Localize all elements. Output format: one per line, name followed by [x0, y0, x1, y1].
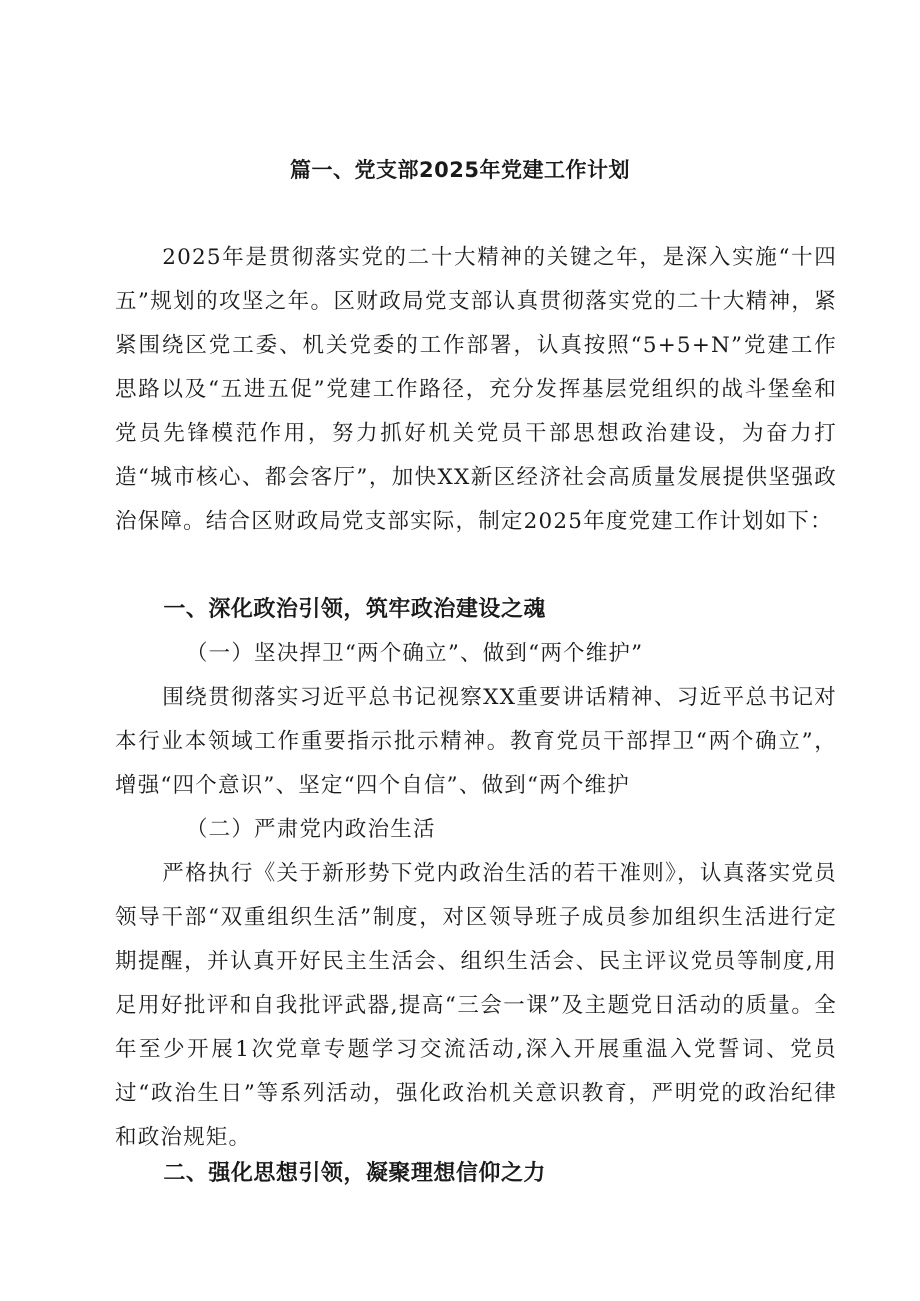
- intro-paragraph: 2025年是贯彻落实党的二十大精神的关键之年，是深入实施“十四五”规划的攻坚之年。区财政局党支部认真贯彻落实党的二十大精神，紧紧围绕区党工委、机关党委的工作部署，认真按照“5+5+N”党建工作思路以及“五进五促”党建工作路径，充分发挥基层党组织的战斗堡垒和党员先锋模范作用，努力抓好机关党员干部思想政治建设，为奋力打造“城市核心、都会客厅”，加快XX新区经济社会高质量发展提供坚强政治保障。结合区财政局党支部实际，制定2025年度党建工作计划如下：: [115, 245, 837, 534]
- subsection-1-paragraph: 围绕贯彻落实习近平总书记视察XX重要讲话精神、习近平总书记对本行业本领域工作重要指示批示精神。教育党员干部捍卫“两个确立”，增强“四个意识”、坚定“四个自信”、做到“两个维护: [115, 685, 837, 798]
- subsection-1-heading: （一）坚决捍卫“两个确立”、做到“两个维护”: [185, 641, 644, 666]
- subsection-1-block: [115, 632, 837, 676]
- section-2-heading: 二、强化思想引领，凝聚理想信仰之力: [163, 1161, 546, 1186]
- section-2-block: [115, 1152, 837, 1196]
- section-1-block: [115, 588, 837, 632]
- subsection-2-block: [115, 808, 837, 852]
- intro-block: [115, 236, 837, 544]
- subsection-2-paragraph: 严格执行《关于新形势下党内政治生活的若干准则》，认真落实党员领导干部“双重组织生活”制度，对区领导班子成员参加组织生活进行定期提醒，并认真开好民主生活会、组织生活会、民主评议党员等制度,用足用好批评和自我批评武器,提高“三会一课”及主题党日活动的质量。全年至少开展1次党章专题学习交流活动,深入开展重温入党誓词、党员过“政治生日”等系列活动，强化政治机关意识教育，严明党的政治纪律和政治规矩。: [115, 861, 837, 1150]
- subsection-2-heading: （二）严肃党内政治生活: [185, 817, 436, 842]
- subsection-2-text-block: [115, 852, 837, 1160]
- document-title: 篇一、党支部2025年党建工作计划: [290, 158, 630, 182]
- subsection-1-text-block: [115, 676, 837, 808]
- section-1-heading: 一、深化政治引领，筑牢政治建设之魂: [163, 597, 546, 622]
